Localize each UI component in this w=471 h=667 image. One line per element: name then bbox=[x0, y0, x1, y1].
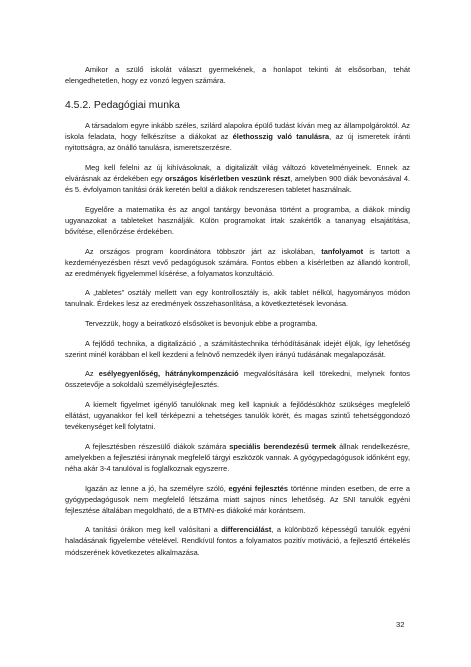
body-paragraph bbox=[65, 399, 410, 432]
text-run: Meg kell felelni az új kihívásoknak, a digitalizált világ változó követelményeinek. Ennek az elvárásnak az érdekében egy bbox=[65, 162, 410, 184]
text-run: , amelyben 900 diák bevonásával 4. és 5. évfolyamon tanítási órák keretén belül a diákok rendszeresen tabletet használnak. bbox=[65, 174, 410, 195]
text-run: Tervezzük, hogy a beiratkozó elsősöket is bevonjuk ebbe a programba. bbox=[85, 319, 318, 328]
text-run: megvalósítására kell törekedni, melynek fontos összetevője a sokoldalú személyiségfejlesztés. bbox=[65, 369, 410, 390]
text-run: Egyelőre a matematika és az angol tantárgy bevonása történt a programba, a diákok mindig ugyanazokat a tableteket használják. Külön programokat írtak szakértők a tananyag elsajátítása, bővítése, ellenőrzése érdekében. bbox=[65, 204, 410, 236]
body-paragraph bbox=[65, 524, 410, 557]
emphasis-text: élethosszig való tanulásra bbox=[232, 132, 330, 142]
body-paragraph bbox=[65, 483, 410, 516]
text-run: A társadalom egyre inkább széles, szilárd alapokra épülő tudást kíván meg az állampolgároktól. Az iskola feladata, hogy felkészítse a diákokat az bbox=[65, 121, 410, 142]
section-heading: 4.5.2. Pedagógiai munka bbox=[65, 100, 180, 112]
text-run: , a különböző képességű tanulók egyéni haladásának figyelembe vételével. Rendkívül fontos a folyamatos pozitív motiváció, a fejlesztő értékelés módszerének következetes alkalmazása. bbox=[65, 525, 411, 557]
body-paragraph bbox=[65, 368, 410, 390]
text-run: Az országos program koordinátora többször járt az iskolában, bbox=[85, 246, 322, 256]
page-content bbox=[65, 64, 410, 566]
intro-paragraph: Amikor a szülő iskolát választ gyermekének, a honlapot tekinti át elsősorban, tehát elengedhetetlen, hogy ez vonzó legyen számára. bbox=[65, 65, 410, 86]
emphasis-text: országos kísérletben veszünk részt bbox=[165, 174, 291, 184]
text-run: Az bbox=[85, 369, 99, 379]
text-run: A fejlődő technika, a digitalizáció , a számítástechnika térhódításának idejét éljük, így lehetőség szerint minél korábban el kell kezdeni a felnövő nemzedék ilyen irányú tudásának megalapozását. bbox=[65, 338, 410, 359]
emphasis-text: esélyegyenlőség, hátránykompenzáció bbox=[98, 369, 239, 379]
emphasis-text: egyéni fejlesztés bbox=[228, 483, 289, 493]
text-run: Igazán az lenne a jó, ha személyre szóló, bbox=[85, 483, 229, 493]
text-run: történne minden esetben, de erre a gyógypedagógusok nem megfelelő létszáma miatt sajnos nincs lehetőség. Az SNI tanulók egyéni fejlesztése általában megoldható, de a BTMN-es diákoké már korántsem. bbox=[65, 483, 410, 515]
text-run: is tartott a kezdeményezésben részt vevő pedagógusok számára. Fontos ebben a kísérletben az állandó kontroll, az eredmények figyelemmel kísérése, a folyamatos konzultáció. bbox=[65, 246, 411, 278]
emphasis-text: differenciálást bbox=[221, 525, 272, 535]
body-paragraph bbox=[65, 246, 410, 279]
text-run: A tanítási órákon meg kell valósítani a bbox=[85, 525, 222, 535]
text-run: A fejlesztésben részesülő diákok számára bbox=[85, 441, 230, 451]
text-run: , az új ismeretek iránti nyitottságra, az önálló tanulásra, ismeretszerzésre. bbox=[65, 132, 410, 153]
body-paragraph bbox=[65, 287, 410, 309]
body-paragraph bbox=[65, 441, 410, 474]
body-paragraph bbox=[65, 120, 410, 153]
page-number: 32 bbox=[396, 620, 405, 629]
section-body bbox=[65, 120, 410, 557]
emphasis-text: tanfolyamot bbox=[321, 246, 364, 256]
text-run: A kiemelt figyelmet igénylő tanulóknak meg kell kapniuk a fejlődésükhöz szükséges megfelelő ellátást, ugyanakkor fel kell térképezni a tehetséges tanulók körét, és magas szintű tehetséggondozó tevékenységet kell folytatni. bbox=[65, 399, 410, 432]
body-paragraph bbox=[65, 162, 410, 195]
body-paragraph bbox=[65, 318, 410, 329]
body-paragraph bbox=[65, 338, 410, 360]
text-run: állnak rendelkezésre, amelyekben a fejlesztési iránynak megfelelő tárgyi eszközök vannak. A gyógypedagógusok időnként egy, néha akár 3-4 tanulóval is foglalkoznak egyszerre. bbox=[65, 441, 410, 473]
text-run: A „tabletes” osztály mellett van egy kontrollosztály is, akik tablet nélkül, hagyományos módon tanulnak. Érdekes lesz az eredmények összehasonlítása, a következtetések levonása. bbox=[65, 288, 410, 309]
body-paragraph bbox=[65, 204, 410, 237]
emphasis-text: speciális berendezésű termek bbox=[229, 441, 337, 451]
